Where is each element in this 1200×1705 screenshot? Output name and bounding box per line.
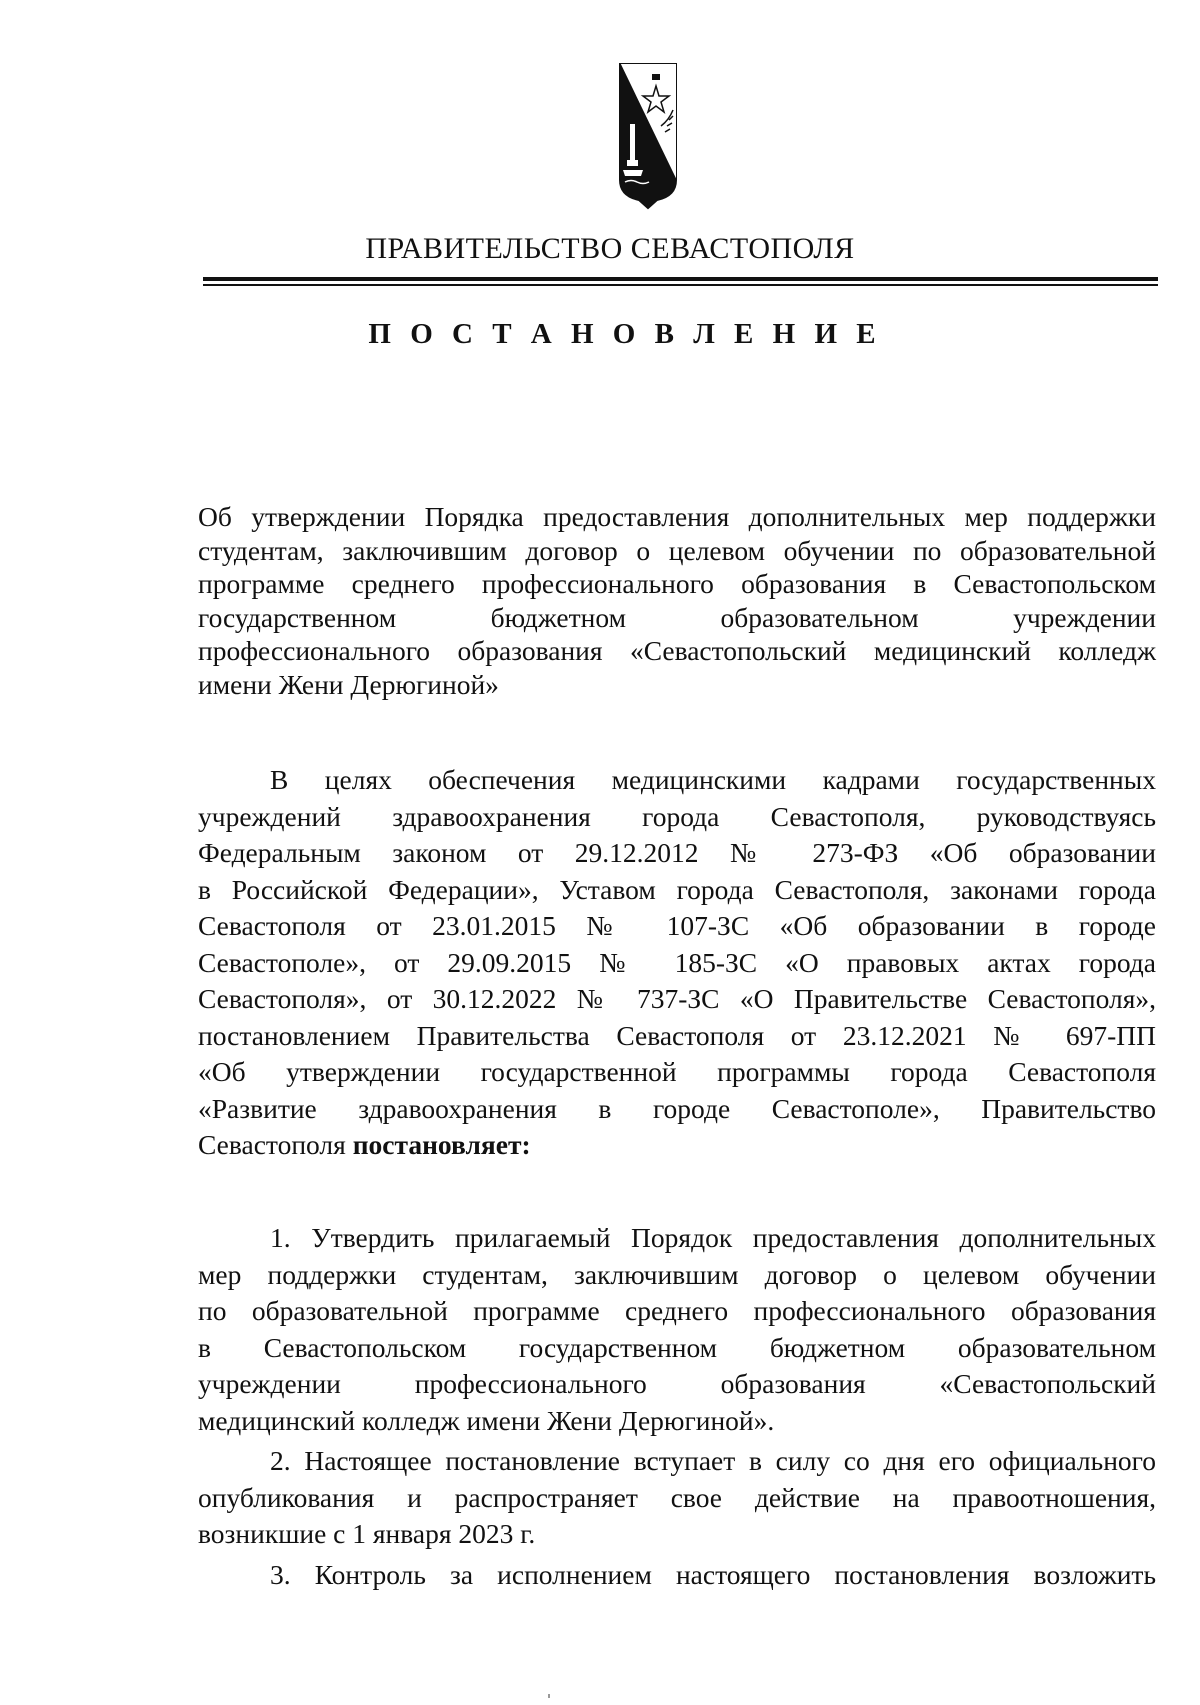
preamble-closing-text: Севастополя: [198, 1129, 353, 1160]
item-1-line: по образовательной программе среднего профессионального образования: [198, 1295, 1156, 1326]
subject-line: Об утверждении Порядка предоставления дополнительных мер поддержки: [198, 501, 1156, 532]
preamble-line: в Российской Федерации», Уставом города Севастополя, законами города: [198, 873, 1156, 905]
item-1-line: мер поддержки студентам, заключившим договор о целевом обучении: [198, 1258, 1156, 1290]
preamble-line: учреждений здравоохранения города Севастополя, руководствуясь: [198, 800, 1156, 832]
item-1-line: 1. Утвердить прилагаемый Порядок предоставления дополнительных: [270, 1222, 1156, 1253]
item-2-line: 2. Настоящее постановление вступает в силу со дня его официального: [270, 1445, 1156, 1476]
item-2-line: опубликования и распространяет свое действие на правоотношения,: [198, 1481, 1156, 1513]
preamble-paragraph: [198, 762, 1156, 1164]
coat-of-arms-icon: [617, 62, 679, 212]
subject-line: программе среднего профессионального образования в Севастопольском: [198, 568, 1156, 599]
document-subject: [198, 500, 1156, 701]
preamble-line: Севастополя от 23.01.2015 № 107-ЗС «Об образовании в городе: [198, 910, 1156, 941]
resolution-items: [198, 1220, 1156, 1593]
subject-line: профессионального образования «Севастопольский медицинский колледж: [198, 635, 1156, 666]
preamble-line: Севастополя», от 30.12.2022 № 737-ЗС «О Правительстве Севастополя»,: [198, 983, 1156, 1014]
preamble-line: «Развитие здравоохранения в городе Севастополе», Правительство: [198, 1092, 1156, 1124]
preamble-line: В целях обеспечения медицинскими кадрами государственных: [270, 764, 1156, 795]
subject-line: студентам, заключившим договор о целевом обучении по образовательной: [198, 534, 1156, 566]
preamble-line: Севастополе», от 29.09.2015 № 185-ЗС «О правовых актах города: [198, 946, 1156, 978]
header-rule-thin: [203, 284, 1158, 286]
subject-line: имени Жени Дерюгиной»: [198, 668, 499, 700]
government-title: ПРАВИТЕЛЬСТВО СЕВАСТОПОЛЯ: [365, 232, 855, 265]
item-1-line: в Севастопольском государственном бюджетном образовательном: [198, 1331, 1156, 1363]
scan-mark: [548, 1694, 550, 1698]
preamble-closing-line: [198, 1127, 1156, 1164]
preamble-line: Федеральным законом от 29.12.2012 № 273-ФЗ «Об образовании: [198, 837, 1156, 868]
header-rule-thick: [203, 277, 1158, 281]
item-3-line: 3. Контроль за исполнением настоящего постановления возложить: [270, 1558, 1156, 1590]
document-kind-title: П О С Т А Н О В Л Е Н И Е: [368, 318, 882, 350]
preamble-line: постановлением Правительства Севастополя от 23.12.2021 № 697-ПП: [198, 1019, 1156, 1051]
resolves-keyword: постановляет:: [352, 1129, 531, 1160]
subject-line: государственном бюджетном образовательном учреждении: [198, 601, 1156, 633]
item-2-line: возникшие с 1 января 2023 г.: [198, 1518, 536, 1549]
item-1-line: учреждении профессионального образования «Севастопольский: [198, 1368, 1156, 1399]
preamble-line: «Об утверждении государственной программы города Севастополя: [198, 1056, 1156, 1087]
item-1-line: медицинский колледж имени Жени Дерюгиной».: [198, 1404, 775, 1436]
